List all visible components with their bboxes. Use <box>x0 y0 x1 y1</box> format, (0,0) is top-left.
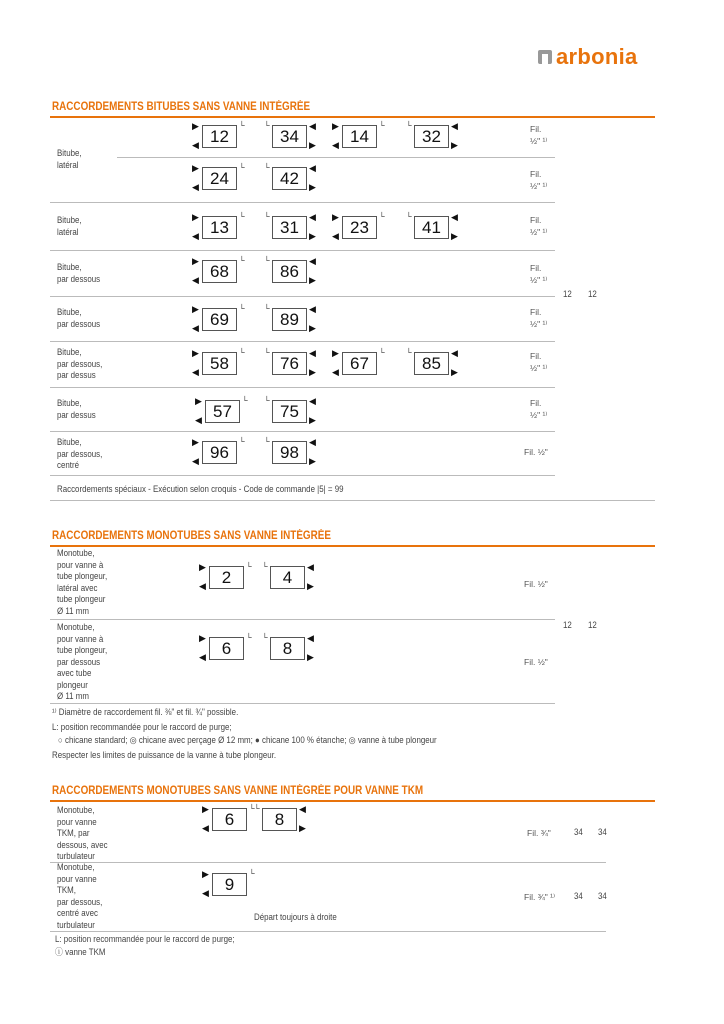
divider <box>50 116 655 118</box>
arrow-right-icon: ▶ <box>192 121 199 131</box>
connection-code-box: 6 <box>212 808 247 831</box>
row-divider <box>50 500 655 501</box>
arrow-left-icon: ◀ <box>199 652 206 662</box>
connection-code-box: 34 <box>272 125 307 148</box>
connection-code-box: 14 <box>342 125 377 148</box>
arrow-left-icon: ◀ <box>332 231 339 241</box>
special-note: Raccordements spéciaux - Exécution selon croquis - Code de commande |5| = 99 <box>57 484 344 494</box>
connection-code-box: 96 <box>202 441 237 464</box>
connection-code-box: 68 <box>202 260 237 283</box>
row-divider <box>50 387 555 388</box>
arrow-left-icon: ◀ <box>309 437 316 447</box>
thread-spec: Fil. ½" <box>524 657 548 667</box>
value: 34 <box>574 891 583 901</box>
arrow-right-icon: ▶ <box>192 212 199 222</box>
arrow-left-icon: ◀ <box>309 304 316 314</box>
arrow-right-icon: ▶ <box>309 182 316 192</box>
row-divider <box>50 619 555 620</box>
purge-position-marker: └ <box>379 121 385 130</box>
row-divider <box>50 862 606 863</box>
brand-logo <box>538 44 638 70</box>
purge-position-marker: └ <box>242 396 248 405</box>
row-label: Bitube, par dessous <box>57 262 101 284</box>
connection-code-box: 75 <box>272 400 307 423</box>
purge-position-marker: └ <box>406 212 412 221</box>
arrow-right-icon: ▶ <box>309 140 316 150</box>
purge-position-marker: └ <box>239 121 245 130</box>
arrow-left-icon: ◀ <box>309 256 316 266</box>
footnote: L: position recommandée pour le raccord de purge; <box>55 934 235 944</box>
arrow-left-icon: ◀ <box>451 212 458 222</box>
purge-position-marker: └ <box>406 121 412 130</box>
arrow-left-icon: ◀ <box>202 888 209 898</box>
connection-code-box: 12 <box>202 125 237 148</box>
connection-code-box: 8 <box>262 808 297 831</box>
purge-position-marker: └ <box>264 304 270 313</box>
thread-spec: Fil. ½" ¹⁾ <box>530 124 548 146</box>
arrow-right-icon: ▶ <box>309 231 316 241</box>
arrow-left-icon: ◀ <box>199 581 206 591</box>
arrow-left-icon: ◀ <box>309 121 316 131</box>
section3-title: RACCORDEMENTS MONOTUBES SANS VANNE INTÉGRÉE POUR VANNE TKM <box>52 785 424 797</box>
row-label: Bitube, par dessus <box>57 398 96 420</box>
purge-position-marker: └ <box>264 121 270 130</box>
connection-code-box: 41 <box>414 216 449 239</box>
connection-code-box: 69 <box>202 308 237 331</box>
brand-name: arbonia <box>556 44 638 69</box>
connection-code-box: 9 <box>212 873 247 896</box>
connection-code-box: 13 <box>202 216 237 239</box>
arrow-right-icon: ▶ <box>199 562 206 572</box>
arrow-right-icon: ▶ <box>202 804 209 814</box>
arrow-right-icon: ▶ <box>332 348 339 358</box>
purge-position-marker: └ <box>246 562 252 571</box>
arrow-left-icon: ◀ <box>192 367 199 377</box>
arrow-left-icon: ◀ <box>192 456 199 466</box>
purge-position-marker: └ <box>239 437 245 446</box>
arrow-right-icon: ▶ <box>309 323 316 333</box>
arrow-left-icon: ◀ <box>451 121 458 131</box>
arrow-left-icon: ◀ <box>309 348 316 358</box>
purge-position-marker: └ <box>379 212 385 221</box>
arrow-right-icon: ▶ <box>192 256 199 266</box>
row-divider <box>50 931 606 932</box>
row-label: Monotube, pour vanne à tube plongeur, latéral avec tube plongeur Ø 11 mm <box>57 548 108 616</box>
thread-spec: Fil. ½" <box>524 579 548 589</box>
purge-position-marker: └ <box>246 633 252 642</box>
thread-spec: Fil. ½" ¹⁾ <box>530 351 548 373</box>
connection-code-box: 98 <box>272 441 307 464</box>
row-divider <box>50 431 555 432</box>
purge-position-marker: └ <box>262 633 268 642</box>
arrow-right-icon: ▶ <box>451 367 458 377</box>
arrow-right-icon: ▶ <box>192 437 199 447</box>
thread-spec: Fil. ½" ¹⁾ <box>530 169 548 191</box>
connection-code-box: 8 <box>270 637 305 660</box>
arrow-right-icon: ▶ <box>192 304 199 314</box>
section1-title: RACCORDEMENTS BITUBES SANS VANNE INTÉGRÉE <box>52 101 311 113</box>
arrow-right-icon: ▶ <box>195 396 202 406</box>
arrow-left-icon: ◀ <box>195 415 202 425</box>
connection-code-box: 6 <box>209 637 244 660</box>
thread-spec: Fil. ½" ¹⁾ <box>530 398 548 420</box>
thread-spec: Fil. ¾" ¹⁾ <box>524 892 556 902</box>
connection-code-box: 89 <box>272 308 307 331</box>
row-divider <box>50 341 555 342</box>
purge-position-marker: └ <box>239 348 245 357</box>
purge-position-marker: └ <box>239 256 245 265</box>
arrow-right-icon: ▶ <box>309 415 316 425</box>
value: 12 <box>563 289 572 299</box>
arrow-left-icon: ◀ <box>307 562 314 572</box>
divider <box>50 800 655 802</box>
logo-mark-icon <box>538 50 552 64</box>
connection-code-box: 23 <box>342 216 377 239</box>
connection-code-box: 86 <box>272 260 307 283</box>
arrow-left-icon: ◀ <box>309 396 316 406</box>
row-note: Départ toujours à droite <box>254 912 337 922</box>
row-divider <box>50 296 555 297</box>
row-divider <box>117 157 555 158</box>
arrow-left-icon: ◀ <box>451 348 458 358</box>
value: 12 <box>588 289 597 299</box>
arrow-left-icon: ◀ <box>192 140 199 150</box>
purge-position-marker: └ <box>239 163 245 172</box>
footnote: L: position recommandée pour le raccord de purge; <box>52 722 232 732</box>
arrow-right-icon: ▶ <box>299 823 306 833</box>
row-label: Bitube, par dessous, centré <box>57 437 103 470</box>
purge-position-marker: └ <box>264 163 270 172</box>
row-divider <box>50 703 555 704</box>
connection-code-box: 32 <box>414 125 449 148</box>
footnote: ¹⁾ Diamètre de raccordement fil. ⅜" et fil. ¾" possible. <box>52 707 239 717</box>
arrow-left-icon: ◀ <box>202 823 209 833</box>
purge-position-marker: └ <box>239 304 245 313</box>
purge-position-marker: └ <box>239 212 245 221</box>
row-label: Bitube, par dessous <box>57 307 101 329</box>
row-divider <box>50 250 555 251</box>
connection-code-box: 85 <box>414 352 449 375</box>
connection-code-box: 4 <box>270 566 305 589</box>
value: 34 <box>598 827 607 837</box>
section2-title: RACCORDEMENTS MONOTUBES SANS VANNE INTÉGRÉE <box>52 530 331 542</box>
divider <box>50 545 655 547</box>
arrow-left-icon: ◀ <box>192 323 199 333</box>
arrow-left-icon: ◀ <box>307 633 314 643</box>
arrow-left-icon: ◀ <box>332 140 339 150</box>
row-label: Bitube, latéral <box>57 148 82 170</box>
arrow-right-icon: ▶ <box>192 163 199 173</box>
arrow-right-icon: ▶ <box>451 231 458 241</box>
connection-code-box: 76 <box>272 352 307 375</box>
arrow-right-icon: ▶ <box>307 581 314 591</box>
row-label: Bitube, latéral <box>57 215 82 237</box>
value: 12 <box>563 620 572 630</box>
connection-code-box: 31 <box>272 216 307 239</box>
footnote: Respecter les limites de puissance de la vanne à tube plongeur. <box>52 750 277 760</box>
arrow-left-icon: ◀ <box>192 275 199 285</box>
thread-spec: Fil. ½" ¹⁾ <box>530 215 548 237</box>
connection-code-box: 24 <box>202 167 237 190</box>
arrow-left-icon: ◀ <box>332 367 339 377</box>
value: 12 <box>588 620 597 630</box>
row-label: Monotube, pour vanne à tube plongeur, par dessous avec tube plongeur Ø 11 mm <box>57 622 108 701</box>
purge-position-marker: └ <box>264 437 270 446</box>
row-divider <box>50 475 555 476</box>
purge-position-marker: └ <box>264 212 270 221</box>
arrow-left-icon: ◀ <box>309 212 316 222</box>
arrow-right-icon: ▶ <box>202 869 209 879</box>
purge-position-marker: └ <box>249 804 255 813</box>
purge-position-marker: └ <box>249 869 255 878</box>
purge-position-marker: └ <box>264 348 270 357</box>
arrow-right-icon: ▶ <box>309 275 316 285</box>
connection-code-box: 67 <box>342 352 377 375</box>
arrow-right-icon: ▶ <box>192 348 199 358</box>
purge-position-marker: └ <box>406 348 412 357</box>
arrow-left-icon: ◀ <box>192 231 199 241</box>
legend-note: ○ chicane standard; ◎ chicane avec perçage Ø 12 mm; ● chicane 100 % étanche; ◎ vanne à tube plongeur <box>58 735 437 745</box>
row-label: Monotube, pour vanne TKM, par dessous, centré avec turbulateur <box>57 862 103 930</box>
arrow-right-icon: ▶ <box>307 652 314 662</box>
thread-spec: Fil. ¾" <box>527 828 551 838</box>
row-label: Monotube, pour vanne TKM, par dessous, avec turbulateur <box>57 805 108 861</box>
arrow-left-icon: ◀ <box>192 182 199 192</box>
thread-spec: Fil. ½" ¹⁾ <box>530 263 548 285</box>
connection-code-box: 58 <box>202 352 237 375</box>
purge-position-marker: └ <box>254 804 260 813</box>
purge-position-marker: └ <box>379 348 385 357</box>
arrow-right-icon: ▶ <box>451 140 458 150</box>
thread-spec: Fil. ½" ¹⁾ <box>530 307 548 329</box>
value: 34 <box>574 827 583 837</box>
row-label: Bitube, par dessous, par dessus <box>57 347 103 380</box>
thread-spec: Fil. ½" <box>524 447 548 457</box>
arrow-right-icon: ▶ <box>309 456 316 466</box>
purge-position-marker: └ <box>264 396 270 405</box>
arrow-left-icon: ◀ <box>309 163 316 173</box>
arrow-right-icon: ▶ <box>199 633 206 643</box>
arrow-right-icon: ▶ <box>332 121 339 131</box>
arrow-right-icon: ▶ <box>309 367 316 377</box>
connection-code-box: 57 <box>205 400 240 423</box>
arrow-right-icon: ▶ <box>332 212 339 222</box>
connection-code-box: 2 <box>209 566 244 589</box>
purge-position-marker: └ <box>264 256 270 265</box>
value: 34 <box>598 891 607 901</box>
row-divider <box>50 202 555 203</box>
connection-code-box: 42 <box>272 167 307 190</box>
arrow-left-icon: ◀ <box>299 804 306 814</box>
footnote: ⓘ vanne TKM <box>55 947 106 957</box>
purge-position-marker: └ <box>262 562 268 571</box>
